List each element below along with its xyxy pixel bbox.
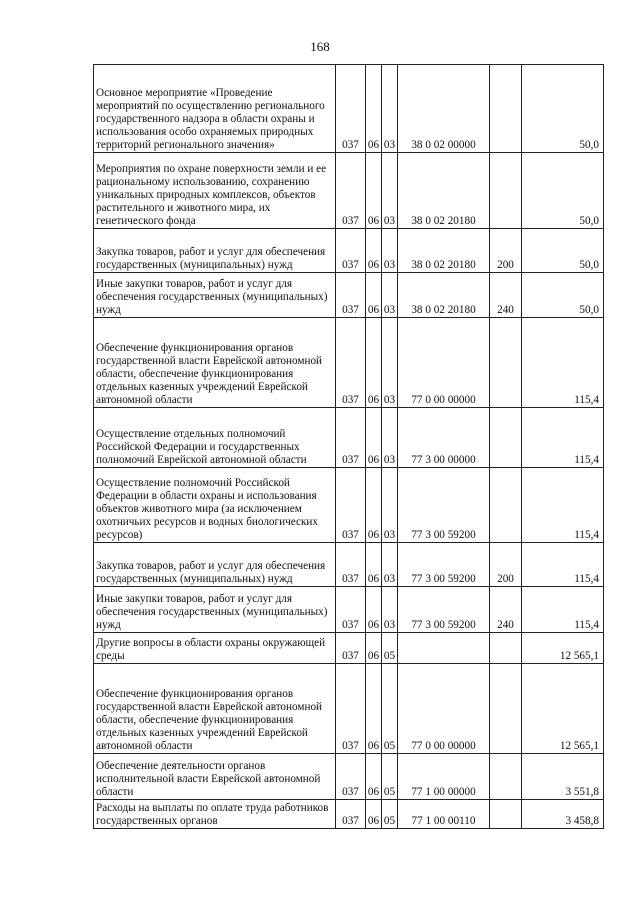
- section-code: 06: [366, 408, 382, 468]
- section-code: 06: [366, 587, 382, 633]
- expense-type: [490, 633, 522, 664]
- subsection-code: 03: [382, 229, 398, 273]
- expense-type: [490, 318, 522, 408]
- row-name: Иные закупки товаров, работ и услуг для обеспечения государственных (муниципальных) нужд: [94, 273, 336, 318]
- subsection-code: 05: [382, 754, 398, 800]
- table-row: [94, 543, 604, 587]
- row-name: Закупка товаров, работ и услуг для обеспечения государственных (муниципальных) нужд: [94, 229, 336, 273]
- table-row: [94, 754, 604, 800]
- expense-type: [490, 153, 522, 229]
- target-article: 77 3 00 59200: [398, 543, 490, 587]
- expense-type: [490, 408, 522, 468]
- subsection-code: 03: [382, 587, 398, 633]
- expense-type: [490, 664, 522, 754]
- subsection-code: 05: [382, 800, 398, 829]
- section-code: 06: [366, 273, 382, 318]
- section-code: 06: [366, 800, 382, 829]
- row-name: Другие вопросы в области охраны окружающей среды: [94, 633, 336, 664]
- subsection-code: 03: [382, 273, 398, 318]
- target-article: 38 0 02 20180: [398, 273, 490, 318]
- target-article: 38 0 02 00000: [398, 65, 490, 153]
- ministry-code: 037: [336, 800, 366, 829]
- table-row: [94, 664, 604, 754]
- subsection-code: 03: [382, 543, 398, 587]
- ministry-code: 037: [336, 153, 366, 229]
- amount: 50,0: [522, 273, 604, 318]
- amount: 115,4: [522, 543, 604, 587]
- amount: 115,4: [522, 318, 604, 408]
- ministry-code: 037: [336, 664, 366, 754]
- amount: 115,4: [522, 468, 604, 543]
- row-name: Основное мероприятие «Проведение мероприятий по осуществлению регионального государственного надзора в области охраны и использования особо охраняемых природных территорий регионального значения»: [94, 65, 336, 153]
- amount: 3 551,8: [522, 754, 604, 800]
- row-name: Обеспечение функционирования органов государственной власти Еврейской автономной области, обеспечение функционирования отдельных казенных учреждений Еврейской автономной области: [94, 318, 336, 408]
- row-name: Закупка товаров, работ и услуг для обеспечения государственных (муниципальных) нужд: [94, 543, 336, 587]
- table-row: [94, 408, 604, 468]
- target-article: 77 3 00 00000: [398, 408, 490, 468]
- expense-type: [490, 65, 522, 153]
- target-article: 77 1 00 00110: [398, 800, 490, 829]
- expense-type: 240: [490, 587, 522, 633]
- ministry-code: 037: [336, 65, 366, 153]
- row-name: Обеспечение функционирования органов государственной власти Еврейской автономной области, обеспечение функционирования отдельных казенных учреждений Еврейской автономной области: [94, 664, 336, 754]
- amount: 115,4: [522, 587, 604, 633]
- table-row: [94, 318, 604, 408]
- expense-type: 240: [490, 273, 522, 318]
- ministry-code: 037: [336, 468, 366, 543]
- page-number: 168: [310, 39, 330, 54]
- expense-type: 200: [490, 543, 522, 587]
- ministry-code: 037: [336, 543, 366, 587]
- section-code: 06: [366, 229, 382, 273]
- target-article: 38 0 02 20180: [398, 153, 490, 229]
- row-name: Иные закупки товаров, работ и услуг для обеспечения государственных (муниципальных) нужд: [94, 587, 336, 633]
- ministry-code: 037: [336, 273, 366, 318]
- amount: 50,0: [522, 229, 604, 273]
- row-name: Расходы на выплаты по оплате труда работников государственных органов: [94, 800, 336, 829]
- target-article: 77 0 00 00000: [398, 318, 490, 408]
- table-row: [94, 273, 604, 318]
- section-code: 06: [366, 543, 382, 587]
- section-code: 06: [366, 65, 382, 153]
- section-code: 06: [366, 664, 382, 754]
- table-row: [94, 153, 604, 229]
- table-body: [94, 65, 604, 829]
- budget-table: [93, 64, 604, 829]
- subsection-code: 05: [382, 664, 398, 754]
- ministry-code: 037: [336, 318, 366, 408]
- ministry-code: 037: [336, 754, 366, 800]
- expense-type: [490, 754, 522, 800]
- table-row: [94, 468, 604, 543]
- row-name: Осуществление отдельных полномочий Российской Федерации и государственных полномочий Еврейской автономной области: [94, 408, 336, 468]
- subsection-code: 03: [382, 153, 398, 229]
- subsection-code: 03: [382, 468, 398, 543]
- amount: 3 458,8: [522, 800, 604, 829]
- row-name: Мероприятия по охране поверхности земли и ее рациональному использованию, сохранению уникальных природных комплексов, объектов растительного и животного мира, их генетического фонда: [94, 153, 336, 229]
- table-row: [94, 587, 604, 633]
- target-article: 77 3 00 59200: [398, 468, 490, 543]
- amount: 115,4: [522, 408, 604, 468]
- amount: 12 565,1: [522, 664, 604, 754]
- amount: 12 565,1: [522, 633, 604, 664]
- ministry-code: 037: [336, 633, 366, 664]
- ministry-code: 037: [336, 587, 366, 633]
- section-code: 06: [366, 468, 382, 543]
- ministry-code: 037: [336, 229, 366, 273]
- target-article: 38 0 02 20180: [398, 229, 490, 273]
- expense-type: [490, 800, 522, 829]
- ministry-code: 037: [336, 408, 366, 468]
- amount: 50,0: [522, 65, 604, 153]
- table-row: [94, 229, 604, 273]
- target-article: [398, 633, 490, 664]
- section-code: 06: [366, 318, 382, 408]
- section-code: 06: [366, 754, 382, 800]
- row-name: Обеспечение деятельности органов исполнительной власти Еврейской автономной области: [94, 754, 336, 800]
- section-code: 06: [366, 633, 382, 664]
- target-article: 77 0 00 00000: [398, 664, 490, 754]
- subsection-code: 03: [382, 65, 398, 153]
- row-name: Осуществление полномочий Российской Федерации в области охраны и использования объектов животного мира (за исключением охотничьих ресурсов и водных биологических ресурсов): [94, 468, 336, 543]
- subsection-code: 05: [382, 633, 398, 664]
- target-article: 77 1 00 00000: [398, 754, 490, 800]
- expense-type: 200: [490, 229, 522, 273]
- target-article: 77 3 00 59200: [398, 587, 490, 633]
- table-row: [94, 633, 604, 664]
- table-row: [94, 65, 604, 153]
- table-row: [94, 800, 604, 829]
- subsection-code: 03: [382, 318, 398, 408]
- subsection-code: 03: [382, 408, 398, 468]
- section-code: 06: [366, 153, 382, 229]
- expense-type: [490, 468, 522, 543]
- amount: 50,0: [522, 153, 604, 229]
